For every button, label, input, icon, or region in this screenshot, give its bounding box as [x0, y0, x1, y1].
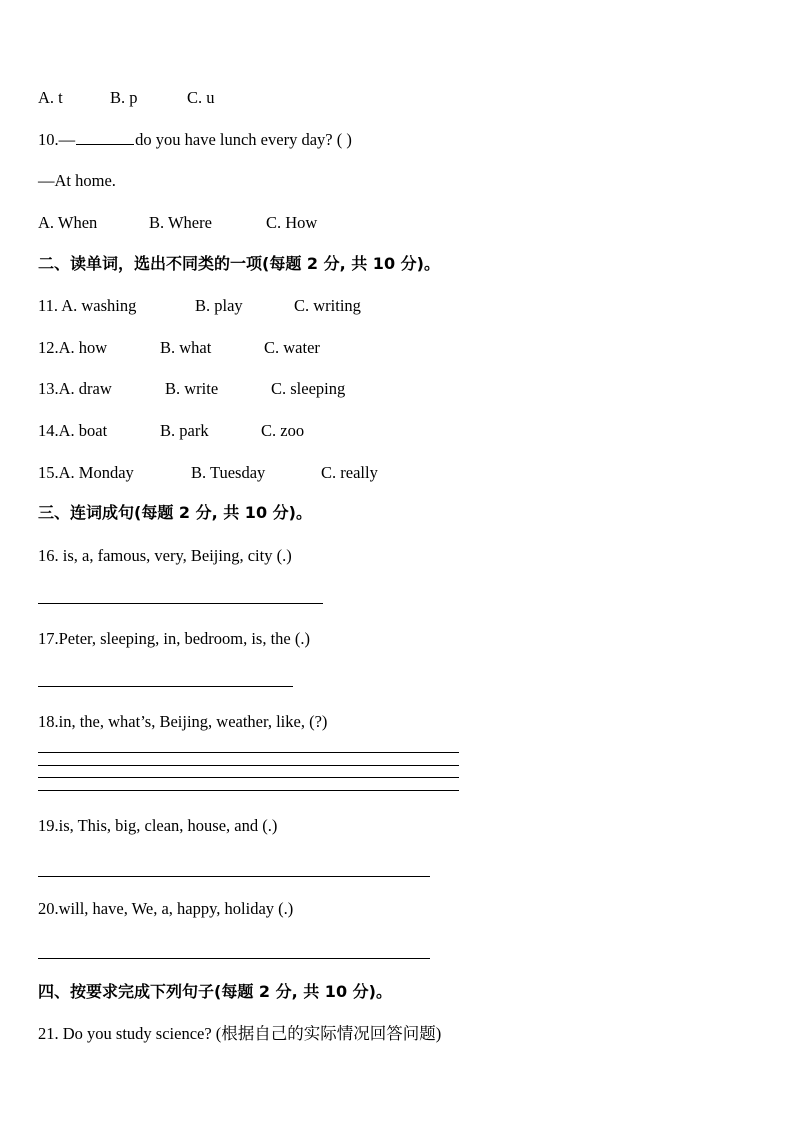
question-11	[38, 296, 361, 316]
option-c: C. really	[321, 463, 378, 482]
question-17: 17.Peter, sleeping, in, bedroom, is, the (.)	[38, 629, 310, 648]
question-21: 21. Do you study science? (根据自己的实际情况回答问题)	[38, 1024, 442, 1043]
option-c: C. How	[266, 213, 318, 232]
option-b: B. Where	[149, 213, 212, 232]
option-c: C. water	[264, 338, 320, 357]
answer-line[interactable]	[38, 603, 323, 604]
option-c: C. u	[187, 88, 215, 107]
answer-line[interactable]	[38, 958, 430, 959]
option-b: B. play	[195, 296, 243, 315]
option-b: B. Tuesday	[191, 463, 266, 482]
question-14	[38, 421, 304, 441]
option-a: A. When	[38, 213, 98, 232]
question-10-answer: —At home.	[38, 171, 116, 190]
answer-line[interactable]	[38, 686, 293, 687]
section-3-heading: 三、连词成句(每题 2 分, 共 10 分)。	[38, 503, 312, 522]
option-b: B. p	[110, 88, 138, 107]
option-a: 12.A. how	[38, 338, 108, 357]
option-a: 11. A. washing	[38, 296, 137, 315]
option-b: B. park	[160, 421, 209, 440]
answer-blank[interactable]	[76, 130, 134, 145]
option-b: B. what	[160, 338, 212, 357]
option-a: A. t	[38, 88, 63, 107]
answer-line[interactable]	[38, 777, 459, 778]
section-4-heading: 四、按要求完成下列句子(每题 2 分, 共 10 分)。	[38, 982, 392, 1001]
section-2-heading: 二、读单词，选出不同类的一项(每题 2 分, 共 10 分)。	[38, 254, 440, 273]
question-20: 20.will, have, We, a, happy, holiday (.)	[38, 899, 294, 918]
answer-line[interactable]	[38, 752, 459, 753]
question-18: 18.in, the, what’s, Beijing, weather, like, (?)	[38, 712, 328, 731]
option-c: C. zoo	[261, 421, 305, 440]
question-15	[38, 463, 378, 483]
option-c: C. writing	[294, 296, 361, 315]
q9-options	[38, 88, 215, 108]
question-13	[38, 379, 345, 399]
option-a: 13.A. draw	[38, 379, 112, 398]
question-10	[38, 130, 352, 150]
question-10-options	[38, 213, 317, 233]
answer-line[interactable]	[38, 765, 459, 766]
question-19: 19.is, This, big, clean, house, and (.)	[38, 816, 278, 835]
question-10-prefix: 10.—	[38, 130, 76, 149]
question-12	[38, 338, 320, 358]
question-10-text: do you have lunch every day? ( )	[135, 130, 352, 149]
answer-line[interactable]	[38, 876, 430, 877]
option-a: 14.A. boat	[38, 421, 108, 440]
option-c: C. sleeping	[271, 379, 346, 398]
option-a: 15.A. Monday	[38, 463, 134, 482]
option-b: B. write	[165, 379, 219, 398]
question-16: 16. is, a, famous, very, Beijing, city (.)	[38, 546, 292, 565]
answer-line[interactable]	[38, 790, 459, 791]
